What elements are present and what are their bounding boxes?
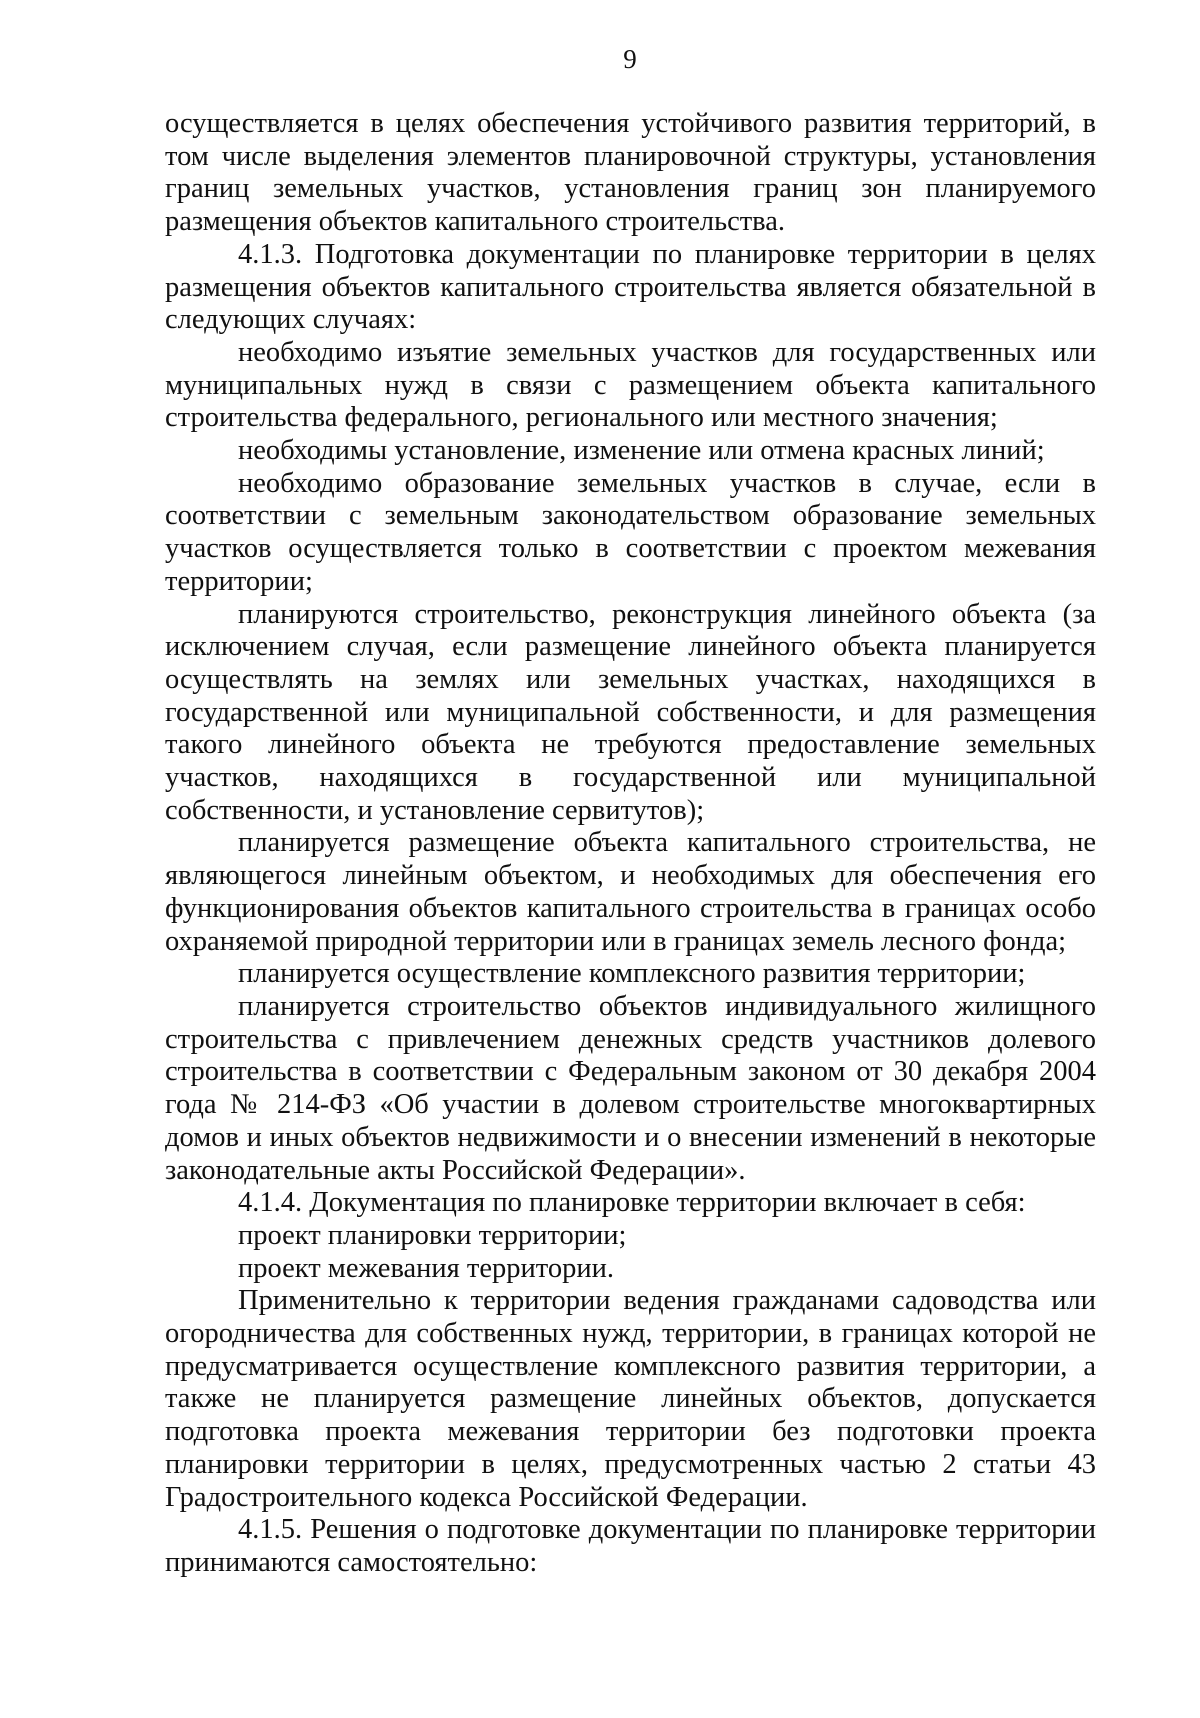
case-land-seizure: необходимо изъятие земельных участков для государственных или муниципальных нужд в связи с размещением объекта капитального строительства федерального, регионального или местного значения; [165, 336, 1096, 434]
case-complex-development: планируется осуществление комплексного развития территории; [238, 958, 1026, 990]
list-item-surveying-project: проект межевания территории. [238, 1252, 614, 1284]
paragraph-4-1-3: 4.1.3. Подготовка документации по планировке территории в целях размещения объектов капитального строительства является обязательной в следующих случаях: [165, 238, 1096, 336]
paragraph-4-1-5: 4.1.5. Решения о подготовке документации по планировке территории принимаются самостоятельно: [165, 1514, 1096, 1578]
paragraph-gardening-exception: Применительно к территории ведения гражданами садоводства или огородничества для собственных нужд, территории, в границах которой не предусматривается осуществление комплексного развития территории, а также не планируется размещение линейных объектов, допускается подготовка проекта межевания территории без подготовки проекта планировки территории в целях, предусмотренных частью 2 статьи 43 Градостроительного кодекса Российской Федерации. [165, 1285, 1096, 1513]
case-red-lines: необходимы установление, изменение или отмена красных линий; [238, 435, 1045, 467]
paragraph-4-1-4: 4.1.4. Документация по планировке территории включает в себя: [238, 1187, 1026, 1219]
document-body [165, 108, 1096, 1580]
page-number: 9 [623, 44, 637, 74]
case-land-formation: необходимо образование земельных участков в случае, если в соответствии с земельным законодательством образование земельных участков осуществляется только в соответствии с проектом межевания территории; [165, 467, 1096, 597]
paragraph-continuation: осуществляется в целях обеспечения устойчивого развития территорий, в том числе выделения элементов планировочной структуры, установления границ земельных участков, установления границ зон планируемого размещения объектов капитального строительства. [165, 108, 1096, 238]
case-protected-territory: планируется размещение объекта капитального строительства, не являющегося линейным объектом, и необходимых для обеспечения его функционирования объектов капитального строительства в границах особо охраняемой природной территории или в границах земель лесного фонда; [165, 827, 1096, 957]
case-shared-construction: планируется строительство объектов индивидуального жилищного строительства с привлечением денежных средств участников долевого строительства в соответствии с Федеральным законом от 30 декабря 2004 года № 214-ФЗ «Об участии в долевом строительстве многоквартирных домов и иных объектов недвижимости и о внесении изменений в некоторые законодательные акты Российской Федерации». [165, 990, 1096, 1186]
case-linear-object: планируются строительство, реконструкция линейного объекта (за исключением случая, если размещение линейного объекта планируется осуществлять на землях или земельных участках, находящихся в государственной или муниципальной собственности, и для размещения такого линейного объекта не требуются предоставление земельных участков, находящихся в государственной или муниципальной собственности, и установление сервитутов); [165, 598, 1096, 826]
list-item-planning-project: проект планировки территории; [238, 1219, 627, 1251]
